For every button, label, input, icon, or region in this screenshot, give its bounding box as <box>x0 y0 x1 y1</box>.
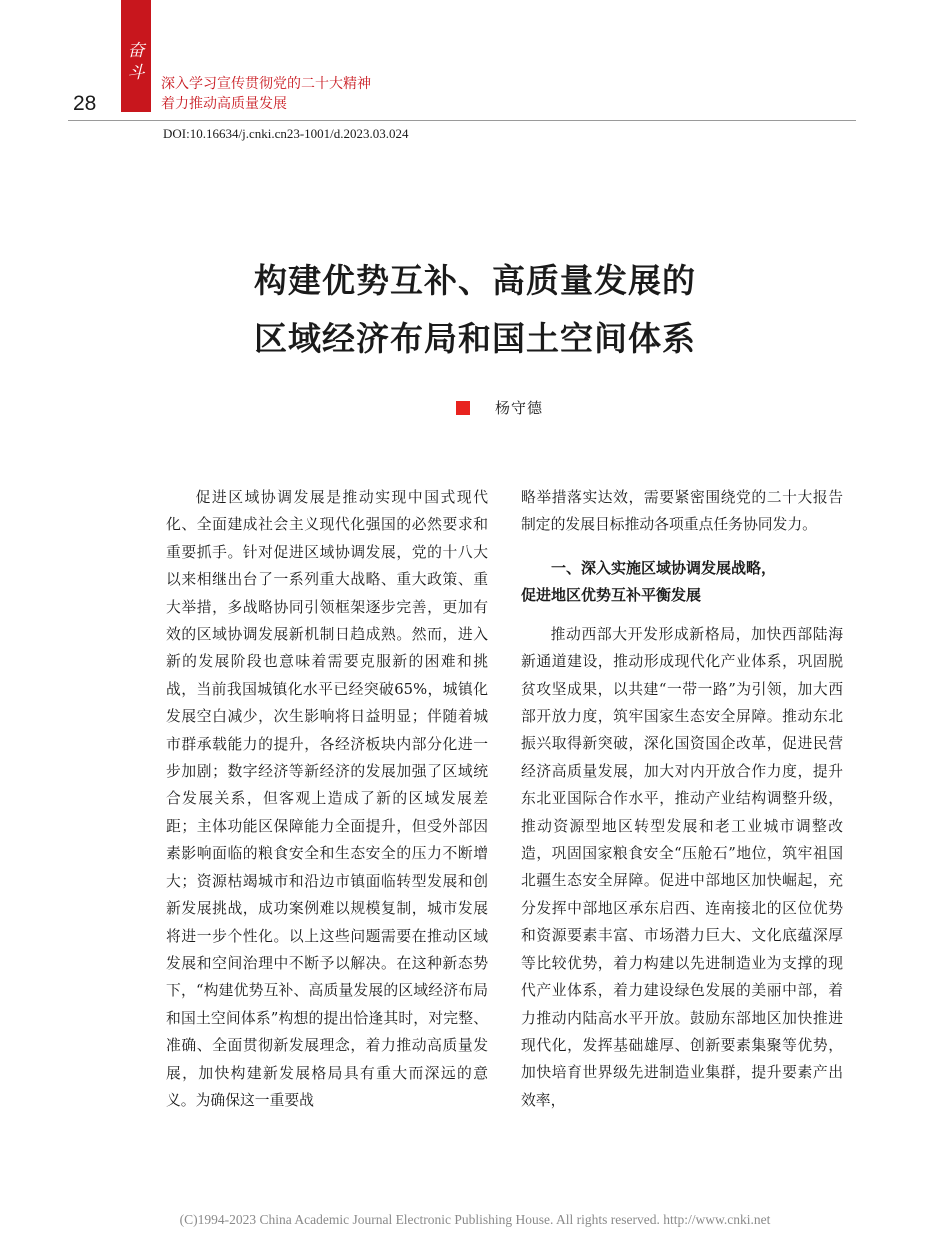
copyright-footer: (C)1994-2023 China Academic Journal Electronic Publishing House. All rights reserved. http://www.cnki.net <box>179 1212 771 1227</box>
body-column-right <box>521 484 843 1114</box>
page-number: 28 <box>73 92 97 115</box>
intro-paragraph-continuation: 略举措落实达效，需要紧密围绕党的二十大报告制定的发展目标推动各项重点任务协同发力。 <box>521 489 843 534</box>
logo-char-2: 斗 <box>127 63 145 83</box>
journal-logo <box>121 0 151 112</box>
section-1-paragraph: 推动西部大开发形成新格局，加快西部陆海新通道建设，推动形成现代化产业体系，巩固脱贫攻坚成果，以共建“一带一路”为引领，加大西部开放力度，筑牢国家生态安全屏障。推动东北振兴取得新突破，深化国资国企改革，促进民营经济高质量发展，加大对内开放合作力度，提升东北亚国际合作水平，推动产业结构调整升级，推动资源型地区转型发展和老工业城市调整改造，巩固国家粮食安全“压舱石”地位，筑牢祖国北疆生态安全屏障。促进中部地区加快崛起，充分发挥中部地区承东启西、连南接北的区位优势和资源要素丰富、市场潜力巨大、文化底蕴深厚等比较优势，着力构建以先进制造业为支撑的现代产业体系，着力建设绿色发展的美丽中部，着力推动内陆高水平开放。鼓励东部地区加快推进现代化，发挥基础雄厚、创新要素集聚等优势，加快培育世界级先进制造业集群，提升要素产出效率， <box>521 625 843 1109</box>
author-marker-square <box>456 401 470 415</box>
section-1-heading <box>521 555 843 609</box>
column-title <box>161 74 461 114</box>
article-title <box>130 252 820 368</box>
logo-char-1: 奋 <box>127 41 145 61</box>
header-divider <box>68 120 856 121</box>
doi: DOI:10.16634/j.cnki.cn23-1001/d.2023.03.024 <box>163 126 409 141</box>
column-title-line-2: 着力推动高质量发展 <box>161 96 287 112</box>
author-name: 杨守德 <box>495 399 544 417</box>
article-title-line-2: 区域经济布局和国土空间体系 <box>254 319 696 358</box>
article-title-line-1: 构建优势互补、高质量发展的 <box>254 261 696 300</box>
body-column-left <box>166 484 488 1114</box>
section-1-heading-line-2: 促进地区优势互补平衡发展 <box>521 585 702 604</box>
section-1-heading-line-1: 一、深入实施区域协调发展战略， <box>551 558 777 577</box>
intro-paragraph: 促进区域协调发展是推动实现中国式现代化、全面建成社会主义现代化强国的必然要求和重要抓手。针对促进区域协调发展，党的十八大以来相继出台了一系列重大战略、重大政策、重大举措，多战略协同引领框架逐步完善，更加有效的区域协调发展新机制日趋成熟。然而，进入新的发展阶段也意味着需要克服新的困难和挑战，当前我国城镇化水平已经突破65%，城镇化发展空白减少，次生影响将日益明显；伴随着城市群承载能力的提升，各经济板块内部分化进一步加剧；数字经济等新经济的发展加强了区域统合发展关系，但客观上造成了新的区域发展差距；主体功能区保障能力全面提升，但受外部因素影响面临的粮食安全和生态安全的压力不断增大；资源枯竭城市和沿边市镇面临转型发展和创新发展挑战，成功案例难以规模复制，城市发展将进一步个性化。以上这些问题需要在推动区域发展和空间治理中不断予以解决。在这种新态势下，“构建优势互补、高质量发展的区域经济布局和国土空间体系”构想的提出恰逢其时，对完整、准确、全面贯彻新发展理念，着力推动高质量发展，加快构建新发展格局具有重大而深远的意义。为确保这一重要战 <box>166 489 488 1109</box>
column-title-line-1: 深入学习宣传贯彻党的二十大精神 <box>161 76 371 92</box>
